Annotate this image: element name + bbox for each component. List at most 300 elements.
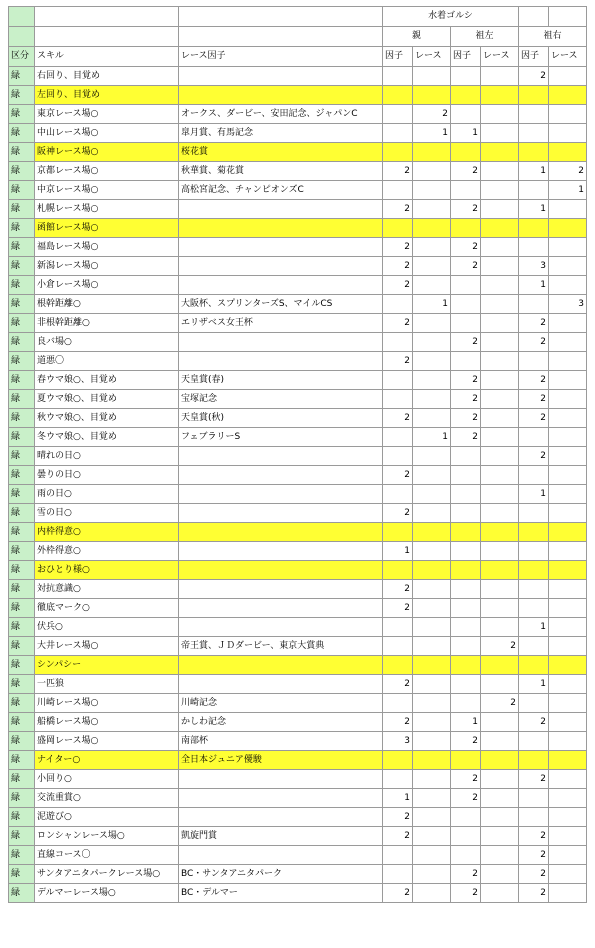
gpr-race-cell[interactable]	[549, 67, 587, 86]
gpr-race-cell[interactable]	[549, 390, 587, 409]
gpl-race-cell[interactable]	[481, 124, 519, 143]
gpl-race-cell[interactable]	[481, 295, 519, 314]
race-factor-cell[interactable]: 凱旋門賞	[179, 827, 383, 846]
parent-race-cell[interactable]	[413, 523, 451, 542]
skill-cell[interactable]: 阪神レース場○	[35, 143, 179, 162]
gpr-factor-cell[interactable]	[519, 751, 549, 770]
kubun-cell[interactable]: 緑	[9, 599, 35, 618]
gpr-race-cell[interactable]	[549, 656, 587, 675]
race-factor-cell[interactable]: 桜花賞	[179, 143, 383, 162]
gpl-factor-cell[interactable]	[451, 504, 481, 523]
parent-race-cell[interactable]	[413, 466, 451, 485]
gpl-race-cell[interactable]	[481, 675, 519, 694]
gpl-factor-cell[interactable]: 2	[451, 333, 481, 352]
gpr-race-cell[interactable]	[549, 713, 587, 732]
gpr-race-cell[interactable]	[549, 808, 587, 827]
race-factor-cell[interactable]	[179, 333, 383, 352]
gpr-factor-cell[interactable]: 3	[519, 257, 549, 276]
skill-cell[interactable]: おひとり様○	[35, 561, 179, 580]
parent-factor-cell[interactable]	[383, 105, 413, 124]
gpr-race-cell[interactable]	[549, 789, 587, 808]
gpr-race-cell[interactable]: 2	[549, 162, 587, 181]
parent-factor-cell[interactable]	[383, 86, 413, 105]
gpl-race-cell[interactable]	[481, 523, 519, 542]
gpl-race-cell[interactable]	[481, 561, 519, 580]
skill-cell[interactable]: 春ウマ娘○、目覚め	[35, 371, 179, 390]
race-factor-cell[interactable]: 全日本ジュニア優駿	[179, 751, 383, 770]
kubun-cell[interactable]: 緑	[9, 143, 35, 162]
kubun-cell[interactable]: 緑	[9, 561, 35, 580]
parent-race-cell[interactable]	[413, 542, 451, 561]
parent-race-cell[interactable]	[413, 637, 451, 656]
skill-cell[interactable]: ロンシャンレース場○	[35, 827, 179, 846]
parent-race-cell[interactable]	[413, 162, 451, 181]
gpl-factor-cell[interactable]: 1	[451, 124, 481, 143]
gpl-factor-cell[interactable]	[451, 675, 481, 694]
parent-factor-cell[interactable]	[383, 447, 413, 466]
gpr-factor-cell[interactable]	[519, 599, 549, 618]
kubun-cell[interactable]: 緑	[9, 295, 35, 314]
gpr-race-cell[interactable]	[549, 371, 587, 390]
kubun-cell[interactable]: 緑	[9, 409, 35, 428]
parent-factor-cell[interactable]: 2	[383, 466, 413, 485]
gpl-race-cell[interactable]	[481, 333, 519, 352]
gpr-race-cell[interactable]	[549, 542, 587, 561]
kubun-cell[interactable]: 緑	[9, 105, 35, 124]
parent-factor-cell[interactable]: 2	[383, 200, 413, 219]
kubun-cell[interactable]: 緑	[9, 333, 35, 352]
race-factor-cell[interactable]: フェブラリーS	[179, 428, 383, 447]
parent-race-cell[interactable]	[413, 713, 451, 732]
skill-cell[interactable]: 小回り○	[35, 770, 179, 789]
parent-factor-cell[interactable]	[383, 181, 413, 200]
gpr-race-cell[interactable]	[549, 523, 587, 542]
skill-cell[interactable]: 東京レース場○	[35, 105, 179, 124]
kubun-cell[interactable]: 緑	[9, 314, 35, 333]
gpr-race-cell[interactable]	[549, 447, 587, 466]
gpr-race-cell[interactable]	[549, 637, 587, 656]
gpr-factor-cell[interactable]	[519, 732, 549, 751]
gpr-factor-cell[interactable]: 2	[519, 846, 549, 865]
gpr-race-cell[interactable]	[549, 751, 587, 770]
gpl-factor-cell[interactable]	[451, 314, 481, 333]
race-factor-cell[interactable]	[179, 599, 383, 618]
kubun-cell[interactable]: 緑	[9, 732, 35, 751]
gpr-factor-cell[interactable]	[519, 637, 549, 656]
parent-factor-cell[interactable]	[383, 846, 413, 865]
gpr-race-cell[interactable]	[549, 675, 587, 694]
gpr-race-cell[interactable]	[549, 276, 587, 295]
gpl-factor-cell[interactable]: 2	[451, 162, 481, 181]
gpl-race-cell[interactable]	[481, 371, 519, 390]
skill-cell[interactable]: 右回り、目覚め	[35, 67, 179, 86]
skill-cell[interactable]: 盛岡レース場○	[35, 732, 179, 751]
parent-race-cell[interactable]	[413, 656, 451, 675]
gpr-factor-cell[interactable]: 2	[519, 390, 549, 409]
parent-race-cell[interactable]	[413, 504, 451, 523]
gpl-factor-cell[interactable]	[451, 447, 481, 466]
kubun-cell[interactable]: 緑	[9, 124, 35, 143]
skill-cell[interactable]: 夏ウマ娘○、目覚め	[35, 390, 179, 409]
parent-race-cell[interactable]	[413, 770, 451, 789]
gpl-race-cell[interactable]	[481, 219, 519, 238]
parent-factor-cell[interactable]	[383, 428, 413, 447]
gpl-race-cell[interactable]	[481, 200, 519, 219]
parent-race-cell[interactable]	[413, 485, 451, 504]
gpr-race-cell[interactable]	[549, 257, 587, 276]
gpl-race-cell[interactable]	[481, 770, 519, 789]
kubun-cell[interactable]: 緑	[9, 523, 35, 542]
parent-factor-cell[interactable]	[383, 751, 413, 770]
gpr-factor-cell[interactable]: 1	[519, 276, 549, 295]
gpl-factor-cell[interactable]	[451, 105, 481, 124]
parent-race-cell[interactable]	[413, 219, 451, 238]
gpl-race-cell[interactable]	[481, 542, 519, 561]
parent-race-cell[interactable]	[413, 409, 451, 428]
race-factor-cell[interactable]	[179, 542, 383, 561]
gpl-factor-cell[interactable]	[451, 694, 481, 713]
gpl-race-cell[interactable]	[481, 238, 519, 257]
kubun-cell[interactable]: 緑	[9, 542, 35, 561]
gpr-factor-cell[interactable]	[519, 143, 549, 162]
gpr-factor-cell[interactable]	[519, 466, 549, 485]
gpl-factor-cell[interactable]	[451, 656, 481, 675]
skill-cell[interactable]: 徹底マーク○	[35, 599, 179, 618]
gpl-factor-cell[interactable]: 2	[451, 428, 481, 447]
gpr-factor-cell[interactable]	[519, 124, 549, 143]
parent-factor-cell[interactable]	[383, 295, 413, 314]
parent-factor-cell[interactable]: 2	[383, 580, 413, 599]
gpr-race-cell[interactable]	[549, 200, 587, 219]
gpl-factor-cell[interactable]: 2	[451, 238, 481, 257]
gpl-factor-cell[interactable]	[451, 751, 481, 770]
race-factor-cell[interactable]	[179, 276, 383, 295]
kubun-cell[interactable]: 緑	[9, 485, 35, 504]
parent-factor-cell[interactable]: 2	[383, 599, 413, 618]
gpr-factor-cell[interactable]: 2	[519, 770, 549, 789]
kubun-cell[interactable]: 緑	[9, 504, 35, 523]
kubun-cell[interactable]: 緑	[9, 751, 35, 770]
gpl-factor-cell[interactable]: 2	[451, 390, 481, 409]
skill-cell[interactable]: 雨の日○	[35, 485, 179, 504]
race-factor-cell[interactable]	[179, 238, 383, 257]
skill-cell[interactable]: 晴れの日○	[35, 447, 179, 466]
gpr-race-cell[interactable]	[549, 732, 587, 751]
skill-cell[interactable]: 中京レース場○	[35, 181, 179, 200]
gpl-race-cell[interactable]	[481, 105, 519, 124]
gpl-factor-cell[interactable]	[451, 485, 481, 504]
kubun-cell[interactable]: 緑	[9, 200, 35, 219]
gpr-factor-cell[interactable]	[519, 789, 549, 808]
gpl-factor-cell[interactable]	[451, 618, 481, 637]
gpl-factor-cell[interactable]	[451, 67, 481, 86]
gpl-factor-cell[interactable]	[451, 808, 481, 827]
gpr-factor-cell[interactable]: 2	[519, 333, 549, 352]
race-factor-cell[interactable]: 南部杯	[179, 732, 383, 751]
gpr-factor-cell[interactable]	[519, 561, 549, 580]
gpr-factor-cell[interactable]: 2	[519, 67, 549, 86]
gpr-race-cell[interactable]: 1	[549, 181, 587, 200]
skill-cell[interactable]: 大井レース場○	[35, 637, 179, 656]
skill-cell[interactable]: 冬ウマ娘○、目覚め	[35, 428, 179, 447]
gpr-factor-cell[interactable]: 2	[519, 447, 549, 466]
parent-factor-cell[interactable]: 2	[383, 314, 413, 333]
race-factor-cell[interactable]: オークス、ダービー、安田記念、ジャパンC	[179, 105, 383, 124]
skill-cell[interactable]: 根幹距離○	[35, 295, 179, 314]
skill-cell[interactable]: 外枠得意○	[35, 542, 179, 561]
parent-factor-cell[interactable]: 2	[383, 162, 413, 181]
gpl-factor-cell[interactable]: 2	[451, 865, 481, 884]
skill-cell[interactable]: デルマーレース場○	[35, 884, 179, 903]
race-factor-cell[interactable]: 宝塚記念	[179, 390, 383, 409]
kubun-cell[interactable]: 緑	[9, 276, 35, 295]
gpr-race-cell[interactable]	[549, 561, 587, 580]
race-factor-cell[interactable]: 天皇賞(秋)	[179, 409, 383, 428]
parent-race-cell[interactable]	[413, 580, 451, 599]
race-factor-cell[interactable]	[179, 675, 383, 694]
parent-factor-cell[interactable]: 2	[383, 238, 413, 257]
parent-factor-cell[interactable]: 1	[383, 542, 413, 561]
gpl-race-cell[interactable]	[481, 618, 519, 637]
parent-factor-cell[interactable]	[383, 219, 413, 238]
parent-race-cell[interactable]: 1	[413, 124, 451, 143]
parent-race-cell[interactable]	[413, 67, 451, 86]
kubun-cell[interactable]: 緑	[9, 713, 35, 732]
parent-race-cell[interactable]: 1	[413, 295, 451, 314]
race-factor-cell[interactable]	[179, 580, 383, 599]
gpl-race-cell[interactable]	[481, 257, 519, 276]
gpl-factor-cell[interactable]: 2	[451, 257, 481, 276]
race-factor-cell[interactable]	[179, 257, 383, 276]
gpr-factor-cell[interactable]	[519, 295, 549, 314]
parent-factor-cell[interactable]	[383, 124, 413, 143]
parent-race-cell[interactable]	[413, 808, 451, 827]
parent-race-cell[interactable]	[413, 827, 451, 846]
gpl-race-cell[interactable]	[481, 352, 519, 371]
kubun-cell[interactable]: 緑	[9, 675, 35, 694]
gpr-factor-cell[interactable]: 1	[519, 675, 549, 694]
gpl-factor-cell[interactable]: 2	[451, 884, 481, 903]
gpl-factor-cell[interactable]	[451, 86, 481, 105]
gpl-race-cell[interactable]	[481, 846, 519, 865]
kubun-cell[interactable]: 緑	[9, 352, 35, 371]
parent-factor-cell[interactable]: 2	[383, 352, 413, 371]
parent-race-cell[interactable]	[413, 732, 451, 751]
gpr-factor-cell[interactable]	[519, 504, 549, 523]
parent-factor-cell[interactable]: 2	[383, 884, 413, 903]
parent-factor-cell[interactable]: 2	[383, 504, 413, 523]
gpl-race-cell[interactable]	[481, 580, 519, 599]
gpr-factor-cell[interactable]: 2	[519, 713, 549, 732]
parent-factor-cell[interactable]	[383, 561, 413, 580]
gpl-factor-cell[interactable]	[451, 219, 481, 238]
gpl-race-cell[interactable]	[481, 599, 519, 618]
gpr-factor-cell[interactable]	[519, 580, 549, 599]
gpl-factor-cell[interactable]	[451, 352, 481, 371]
parent-factor-cell[interactable]	[383, 656, 413, 675]
parent-race-cell[interactable]	[413, 371, 451, 390]
race-factor-cell[interactable]: エリザベス女王杯	[179, 314, 383, 333]
parent-race-cell[interactable]	[413, 333, 451, 352]
kubun-cell[interactable]: 緑	[9, 238, 35, 257]
gpr-factor-cell[interactable]: 2	[519, 314, 549, 333]
kubun-cell[interactable]: 緑	[9, 846, 35, 865]
parent-race-cell[interactable]	[413, 257, 451, 276]
gpl-race-cell[interactable]: 2	[481, 694, 519, 713]
skill-cell[interactable]: 良バ場○	[35, 333, 179, 352]
gpr-race-cell[interactable]	[549, 485, 587, 504]
race-factor-cell[interactable]: 皐月賞、有馬記念	[179, 124, 383, 143]
race-factor-cell[interactable]	[179, 466, 383, 485]
gpr-factor-cell[interactable]	[519, 694, 549, 713]
parent-race-cell[interactable]	[413, 884, 451, 903]
kubun-cell[interactable]: 緑	[9, 219, 35, 238]
kubun-cell[interactable]: 緑	[9, 428, 35, 447]
skill-cell[interactable]: 道悪〇	[35, 352, 179, 371]
skill-cell[interactable]: 船橋レース場○	[35, 713, 179, 732]
parent-race-cell[interactable]	[413, 276, 451, 295]
gpl-race-cell[interactable]: 2	[481, 637, 519, 656]
parent-factor-cell[interactable]: 2	[383, 808, 413, 827]
gpr-race-cell[interactable]	[549, 333, 587, 352]
gpl-race-cell[interactable]	[481, 751, 519, 770]
gpr-race-cell[interactable]	[549, 86, 587, 105]
kubun-cell[interactable]: 緑	[9, 618, 35, 637]
skill-cell[interactable]: 京都レース場○	[35, 162, 179, 181]
skill-cell[interactable]: シンパシー	[35, 656, 179, 675]
parent-race-cell[interactable]	[413, 447, 451, 466]
gpr-factor-cell[interactable]	[519, 238, 549, 257]
parent-race-cell[interactable]	[413, 618, 451, 637]
kubun-cell[interactable]: 緑	[9, 865, 35, 884]
skill-cell[interactable]: ナイター○	[35, 751, 179, 770]
gpr-factor-cell[interactable]: 2	[519, 409, 549, 428]
parent-race-cell[interactable]	[413, 865, 451, 884]
race-factor-cell[interactable]	[179, 352, 383, 371]
gpr-factor-cell[interactable]: 2	[519, 884, 549, 903]
parent-factor-cell[interactable]: 3	[383, 732, 413, 751]
parent-factor-cell[interactable]	[383, 770, 413, 789]
gpl-factor-cell[interactable]	[451, 599, 481, 618]
gpl-factor-cell[interactable]	[451, 542, 481, 561]
kubun-cell[interactable]: 緑	[9, 67, 35, 86]
parent-factor-cell[interactable]	[383, 618, 413, 637]
gpl-race-cell[interactable]	[481, 447, 519, 466]
gpr-race-cell[interactable]	[549, 352, 587, 371]
gpr-race-cell[interactable]	[549, 219, 587, 238]
gpl-factor-cell[interactable]	[451, 523, 481, 542]
kubun-cell[interactable]: 緑	[9, 808, 35, 827]
gpl-factor-cell[interactable]: 2	[451, 789, 481, 808]
race-factor-cell[interactable]	[179, 523, 383, 542]
kubun-cell[interactable]: 緑	[9, 390, 35, 409]
parent-factor-cell[interactable]	[383, 143, 413, 162]
race-factor-cell[interactable]: 天皇賞(春)	[179, 371, 383, 390]
gpl-factor-cell[interactable]	[451, 276, 481, 295]
parent-factor-cell[interactable]	[383, 637, 413, 656]
parent-factor-cell[interactable]	[383, 485, 413, 504]
gpl-race-cell[interactable]	[481, 466, 519, 485]
parent-race-cell[interactable]	[413, 789, 451, 808]
gpr-factor-cell[interactable]	[519, 656, 549, 675]
gpr-factor-cell[interactable]: 2	[519, 371, 549, 390]
gpr-race-cell[interactable]	[549, 694, 587, 713]
parent-factor-cell[interactable]: 1	[383, 789, 413, 808]
gpl-race-cell[interactable]	[481, 485, 519, 504]
race-factor-cell[interactable]	[179, 808, 383, 827]
race-factor-cell[interactable]: 川崎記念	[179, 694, 383, 713]
skill-cell[interactable]: 川崎レース場○	[35, 694, 179, 713]
race-factor-cell[interactable]	[179, 770, 383, 789]
kubun-cell[interactable]: 緑	[9, 694, 35, 713]
gpl-race-cell[interactable]	[481, 808, 519, 827]
corner-cell[interactable]	[9, 7, 35, 27]
gpr-factor-cell[interactable]: 2	[519, 865, 549, 884]
parent-factor-cell[interactable]: 2	[383, 675, 413, 694]
skill-cell[interactable]: 内枠得意○	[35, 523, 179, 542]
parent-factor-cell[interactable]: 2	[383, 257, 413, 276]
parent-race-cell[interactable]	[413, 314, 451, 333]
gpl-factor-cell[interactable]	[451, 143, 481, 162]
parent-race-cell[interactable]	[413, 238, 451, 257]
gpl-race-cell[interactable]	[481, 409, 519, 428]
gpl-race-cell[interactable]	[481, 86, 519, 105]
gpl-race-cell[interactable]	[481, 656, 519, 675]
gpl-race-cell[interactable]	[481, 789, 519, 808]
kubun-cell[interactable]: 緑	[9, 637, 35, 656]
gpl-factor-cell[interactable]	[451, 181, 481, 200]
gpl-race-cell[interactable]	[481, 276, 519, 295]
skill-cell[interactable]: 秋ウマ娘○、目覚め	[35, 409, 179, 428]
parent-race-cell[interactable]: 1	[413, 428, 451, 447]
gpl-race-cell[interactable]	[481, 504, 519, 523]
race-factor-cell[interactable]: BC・サンタアニタパーク	[179, 865, 383, 884]
gpr-race-cell[interactable]	[549, 124, 587, 143]
gpl-race-cell[interactable]	[481, 827, 519, 846]
gpr-race-cell[interactable]	[549, 580, 587, 599]
kubun-cell[interactable]: 緑	[9, 447, 35, 466]
gpr-factor-cell[interactable]	[519, 808, 549, 827]
gpr-factor-cell[interactable]: 1	[519, 200, 549, 219]
skill-cell[interactable]: 対抗意識○	[35, 580, 179, 599]
gpr-race-cell[interactable]	[549, 409, 587, 428]
gpr-race-cell[interactable]	[549, 770, 587, 789]
kubun-cell[interactable]: 緑	[9, 181, 35, 200]
race-factor-cell[interactable]	[179, 447, 383, 466]
parent-race-cell[interactable]	[413, 846, 451, 865]
race-factor-cell[interactable]	[179, 485, 383, 504]
gpl-race-cell[interactable]	[481, 428, 519, 447]
gpl-race-cell[interactable]	[481, 67, 519, 86]
gpl-factor-cell[interactable]: 2	[451, 770, 481, 789]
gpr-race-cell[interactable]	[549, 105, 587, 124]
gpl-factor-cell[interactable]	[451, 466, 481, 485]
parent-factor-cell[interactable]	[383, 694, 413, 713]
gpr-factor-cell[interactable]	[519, 523, 549, 542]
gpr-race-cell[interactable]	[549, 865, 587, 884]
parent-factor-cell[interactable]	[383, 67, 413, 86]
gpr-race-cell[interactable]	[549, 827, 587, 846]
gpr-race-cell[interactable]	[549, 599, 587, 618]
skill-cell[interactable]: 左回り、目覚め	[35, 86, 179, 105]
gpr-race-cell[interactable]	[549, 884, 587, 903]
gpr-race-cell[interactable]: 3	[549, 295, 587, 314]
kubun-cell[interactable]: 緑	[9, 257, 35, 276]
skill-cell[interactable]: 非根幹距離○	[35, 314, 179, 333]
gpl-factor-cell[interactable]	[451, 846, 481, 865]
skill-cell[interactable]: 交流重賞○	[35, 789, 179, 808]
gpl-factor-cell[interactable]	[451, 827, 481, 846]
